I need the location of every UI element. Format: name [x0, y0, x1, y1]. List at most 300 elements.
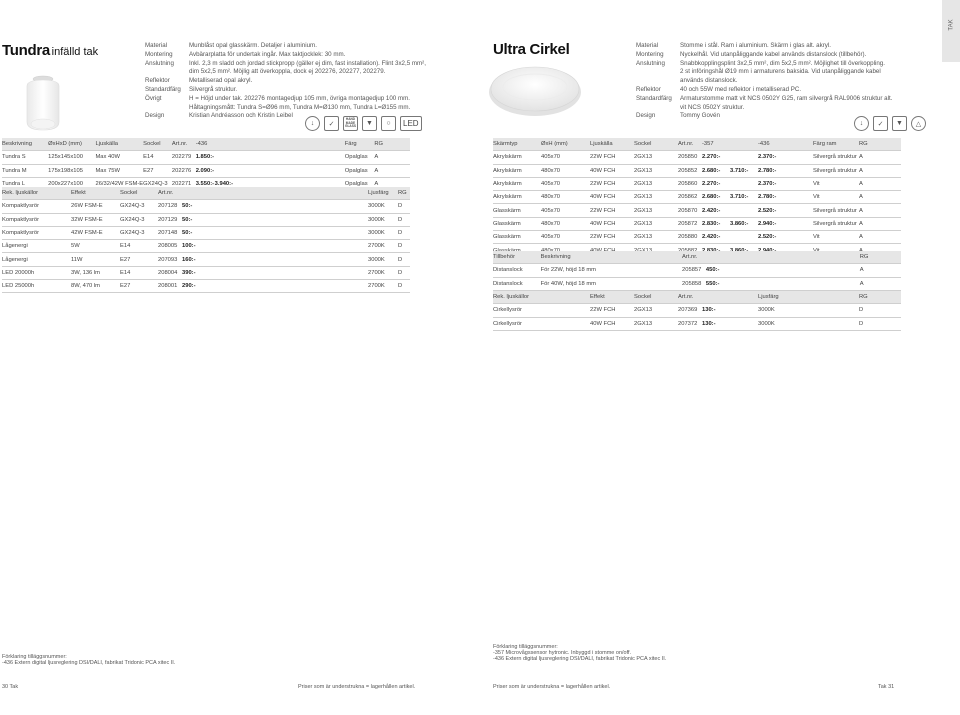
- table-cell: A: [860, 277, 901, 290]
- table-cell: 205872: [678, 217, 702, 230]
- table-cell: Akrylskärm: [493, 164, 541, 177]
- table-row: [493, 317, 901, 330]
- table-cell: 5W: [71, 240, 120, 253]
- spec-row: [145, 86, 445, 95]
- spec-value: Inkl. 2,3 m sladd och jordad stickpropp (gäller ej dim, fast installation). Flint 3x2,5 mm²,: [189, 59, 426, 67]
- spec-key: Montering: [636, 50, 664, 58]
- table-cell: Distanslock: [493, 277, 541, 290]
- table-cell: E27: [143, 164, 172, 177]
- table-cell: D: [398, 226, 410, 239]
- left-title: [2, 42, 98, 59]
- table-cell: A: [859, 231, 901, 244]
- table-row: [493, 191, 901, 204]
- spec-row: [636, 68, 906, 77]
- spec-key: Design: [145, 112, 165, 120]
- table-cell: Silvergrå struktur: [813, 217, 859, 230]
- table-cell: Opalglas: [345, 164, 375, 177]
- table-cell: 2GX13: [634, 191, 678, 204]
- table-header-row: [2, 138, 410, 151]
- table-cell: Silvergrå struktur: [813, 204, 859, 217]
- table-cell: 202271: [172, 177, 196, 190]
- spec-row: [636, 86, 906, 95]
- table-cell: Vit: [813, 191, 859, 204]
- spec-key: [636, 68, 680, 77]
- spec-value: Avbärarplatta för undertak ingår. Max taktjocklek: 30 mm.: [189, 50, 346, 58]
- product-title-ultra-cirkel: Ultra Cirkel: [493, 41, 570, 58]
- table-cell: Tundra L: [2, 177, 48, 190]
- table-cell: D: [398, 200, 410, 213]
- table-cell: Silvergrå struktur: [813, 164, 859, 177]
- table-header-cell: [706, 251, 734, 264]
- table-cell: [730, 231, 758, 244]
- tundra-product-table: [2, 138, 410, 191]
- table-cell: 3000K: [758, 317, 813, 330]
- table-cell: A: [374, 164, 410, 177]
- table-cell: Lågenergi: [2, 240, 71, 253]
- table-row: [493, 264, 901, 277]
- table-cell: A: [374, 177, 410, 190]
- right-icon-row: [854, 116, 926, 131]
- table-cell: Akrylskärm: [493, 191, 541, 204]
- table-cell: [761, 264, 815, 277]
- table-cell: Akrylskärm: [493, 151, 541, 164]
- table-cell: 405x70: [541, 177, 590, 190]
- table-cell: D: [859, 304, 901, 317]
- spec-value: vit NCS 0502Y struktur.: [680, 103, 745, 111]
- table-header-cell: Sockel: [634, 291, 678, 304]
- table-header-cell: [596, 251, 639, 264]
- spec-key: Standardfärg: [636, 94, 672, 102]
- table-header-cell: [182, 187, 368, 200]
- table-cell: [761, 277, 815, 290]
- table-cell: 2700K: [368, 280, 398, 293]
- table-cell: 100:-: [182, 240, 368, 253]
- spec-key: Reflektor: [636, 85, 661, 93]
- table-cell: 208001: [158, 280, 182, 293]
- table-cell: 205852: [678, 164, 702, 177]
- right-price-note: Priser som är understrukna = lagerhållen artikel.: [493, 684, 611, 690]
- table-row: [2, 213, 410, 226]
- table-header-row: [2, 187, 410, 200]
- table-cell: A: [859, 191, 901, 204]
- ip-icon: △: [911, 116, 926, 131]
- table-cell: LED 25000h: [2, 280, 71, 293]
- spec-value: H = Höjd under tak. 202276 montagedjup 105 mm, övriga montagedjup 100 mm.: [189, 94, 410, 102]
- table-cell: Glasskärm: [493, 231, 541, 244]
- ultra-cirkel-product-table: [493, 138, 901, 258]
- table-row: [493, 277, 901, 290]
- table-header-cell: RG: [860, 251, 901, 264]
- spec-row: [636, 104, 906, 113]
- footnote-text-357: -357 Microvågssensor hytronic. Inbyggd i stomme on/off.: [493, 650, 632, 656]
- table-cell: D: [398, 213, 410, 226]
- table-cell: 205862: [678, 191, 702, 204]
- table-cell: [813, 317, 859, 330]
- table-row: [2, 164, 410, 177]
- table-cell: 405x70: [541, 151, 590, 164]
- table-cell: [541, 304, 590, 317]
- table-cell: [639, 277, 682, 290]
- led-icon: LED: [400, 116, 422, 131]
- table-header-cell: Art.nr.: [158, 187, 182, 200]
- footnote-text: -436 Extern digital ljusreglering DSI/DALI, fabrikat Tridonic PCA xitec II.: [2, 660, 176, 666]
- table-cell: A: [859, 164, 901, 177]
- tundra-lamp-image: [18, 74, 68, 134]
- arrow-down-icon: ↓: [854, 116, 869, 131]
- table-row: [493, 177, 901, 190]
- table-cell: Opalglas: [345, 151, 375, 164]
- spec-key: Material: [636, 42, 659, 49]
- tundra-lightsource-table: [2, 187, 410, 293]
- table-cell: 2.270:-: [702, 151, 730, 164]
- table-header-cell: Sockel: [143, 138, 172, 151]
- table-header-cell: [761, 251, 815, 264]
- table-cell: Kompaktlysrör: [2, 226, 71, 239]
- table-cell: 202279: [172, 151, 196, 164]
- table-cell: 42W FSM-E: [71, 226, 120, 239]
- table-header-cell: RG: [374, 138, 410, 151]
- table-cell: 2.780:-: [758, 191, 813, 204]
- table-cell: E27: [120, 253, 158, 266]
- table-row: [493, 304, 901, 317]
- table-cell: LED 20000h: [2, 266, 71, 279]
- spec-row: [145, 95, 445, 104]
- table-cell: [813, 304, 859, 317]
- table-cell: 2GX13: [634, 317, 678, 330]
- table-cell: 32W FSM-E: [71, 213, 120, 226]
- table-cell: 205860: [678, 177, 702, 190]
- table-row: [2, 280, 410, 293]
- table-cell: [734, 264, 761, 277]
- spec-key: [636, 104, 680, 113]
- table-cell: A: [859, 151, 901, 164]
- table-cell: E14: [120, 240, 158, 253]
- table-cell: Cirkellysrör: [493, 317, 541, 330]
- table-header-cell: -357: [702, 138, 758, 151]
- table-row: [2, 266, 410, 279]
- table-header-cell: Beskrivning: [2, 138, 48, 151]
- table-cell: D: [398, 266, 410, 279]
- table-cell: 22W FCH: [590, 177, 634, 190]
- table-header-cell: [813, 291, 859, 304]
- table-header-cell: Ljusfärg: [758, 291, 813, 304]
- footnote-title: Förklaring tilläggsnummer:: [493, 644, 558, 650]
- spec-key: [145, 104, 189, 113]
- left-page-number: 30 Tak: [2, 684, 19, 690]
- table-cell: [734, 277, 761, 290]
- table-cell: A: [859, 177, 901, 190]
- table-cell: [541, 317, 590, 330]
- ultra-cirkel-lightsource-table: [493, 291, 901, 331]
- table-cell: D: [398, 240, 410, 253]
- table-cell: [730, 304, 758, 317]
- spec-row: [145, 104, 445, 113]
- table-cell: 290:-: [182, 280, 368, 293]
- table-cell: 205870: [678, 204, 702, 217]
- spec-row: [145, 77, 445, 86]
- lamp-icon: ▼: [892, 116, 907, 131]
- table-row: [493, 151, 901, 164]
- table-cell: 207093: [158, 253, 182, 266]
- table-cell: 50:-: [182, 200, 368, 213]
- table-header-cell: Ljuskälla: [95, 138, 143, 151]
- spec-row: [636, 77, 906, 86]
- table-cell: 390:-: [182, 266, 368, 279]
- table-cell: 26W FSM-E: [71, 200, 120, 213]
- table-cell: Tundra M: [2, 164, 48, 177]
- table-cell: GX24Q-3: [120, 226, 158, 239]
- table-row: [493, 231, 901, 244]
- table-cell: Max 75W: [95, 164, 143, 177]
- table-cell: 1.850:-: [196, 151, 215, 164]
- table-cell: Cirkellysrör: [493, 304, 541, 317]
- table-header-cell: RG: [398, 187, 410, 200]
- table-header-cell: Effekt: [71, 187, 120, 200]
- table-header-row: [493, 291, 901, 304]
- spec-row: [636, 51, 906, 60]
- spec-value: Håltagningsmått: Tundra S=Ø96 mm, Tundra M=Ø130 mm, Tundra L=Ø155 mm.: [189, 103, 411, 111]
- table-cell: 2.780:-: [758, 164, 813, 177]
- table-cell: 2.830:-: [702, 217, 730, 230]
- table-cell: 207129: [158, 213, 182, 226]
- table-cell: 22W FCH: [590, 204, 634, 217]
- left-footnote: [2, 654, 175, 666]
- spec-key: Standardfärg: [145, 85, 181, 93]
- table-cell: 2.680:-: [702, 164, 730, 177]
- table-header-cell: [639, 251, 682, 264]
- table-header-cell: [734, 251, 761, 264]
- table-cell: 160:-: [182, 253, 368, 266]
- table-cell: Lågenergi: [2, 253, 71, 266]
- table-header-cell: ØxHxD (mm): [48, 138, 95, 151]
- table-cell: GX24Q-3: [143, 177, 172, 190]
- table-cell: E27: [120, 280, 158, 293]
- table-cell: 3000K: [368, 200, 398, 213]
- table-cell: 2.680:-: [702, 191, 730, 204]
- table-header-row: [493, 138, 901, 151]
- table-cell: 2GX13: [634, 231, 678, 244]
- spec-row: [145, 51, 445, 60]
- table-cell: 40W FCH: [590, 317, 634, 330]
- table-cell: 3000K: [368, 213, 398, 226]
- section-tab-label: TAK: [948, 19, 955, 31]
- table-header-cell: Sockel: [634, 138, 678, 151]
- table-cell: 202276: [172, 164, 196, 177]
- table-header-cell: Art.nr.: [678, 138, 702, 151]
- spec-value: Armaturstomme matt vit NCS 0502Y G25, ram silvergrå RAL9006 struktur alt.: [680, 94, 893, 102]
- table-cell: GX24Q-3: [120, 213, 158, 226]
- spec-value: Munblåst opal glasskärm. Detaljer i aluminium.: [189, 42, 317, 49]
- table-cell: 2GX13: [634, 151, 678, 164]
- table-header-cell: Ljuskälla: [590, 138, 634, 151]
- spec-key: Material: [145, 42, 168, 49]
- hand-made-glass-icon: HAND MADE GLASS: [343, 116, 358, 131]
- table-cell: 550:-: [706, 277, 734, 290]
- table-cell: Glasskärm: [493, 204, 541, 217]
- table-cell: 205850: [678, 151, 702, 164]
- right-footnote: [493, 644, 666, 662]
- table-cell: 405x70: [541, 231, 590, 244]
- table-cell: 2.370:-: [758, 151, 813, 164]
- table-header-cell: [215, 138, 345, 151]
- table-cell: 200x227x100: [48, 177, 95, 190]
- table-cell: För 40W, höjd 18 mm: [541, 277, 596, 290]
- table-cell: 2GX13: [634, 177, 678, 190]
- table-row: [2, 253, 410, 266]
- spec-value: används distanslock.: [680, 77, 738, 85]
- table-cell: [815, 277, 860, 290]
- spec-row: [636, 42, 906, 51]
- table-cell: Max 40W: [95, 151, 143, 164]
- table-header-cell: -436: [196, 138, 215, 151]
- table-header-cell: [541, 291, 590, 304]
- spec-row: [636, 60, 906, 69]
- table-cell: 3.860:-: [730, 217, 758, 230]
- table-cell: 2GX13: [634, 164, 678, 177]
- table-cell: 50:-: [182, 213, 368, 226]
- table-cell: D: [398, 280, 410, 293]
- table-cell: 2.270:-: [702, 177, 730, 190]
- table-cell: 40W FCH: [590, 191, 634, 204]
- table-cell: 130:-: [702, 317, 730, 330]
- table-row: [493, 204, 901, 217]
- spec-row: [145, 68, 445, 77]
- table-cell: 130:-: [702, 304, 730, 317]
- table-cell: 480x70: [541, 191, 590, 204]
- table-header-cell: Tillbehör: [493, 251, 541, 264]
- spec-value: 40 och 55W med reflektor i metalliserad PC.: [680, 85, 802, 93]
- table-header-cell: Rek. ljuskällor: [2, 187, 71, 200]
- table-cell: Distanslock: [493, 264, 541, 277]
- table-cell: 11W: [71, 253, 120, 266]
- table-cell: [596, 264, 639, 277]
- table-cell: 205857: [682, 264, 706, 277]
- table-cell: 2GX13: [634, 204, 678, 217]
- table-cell: 2.940:-: [758, 217, 813, 230]
- spec-value: Snabbkopplingsplint 3x2,5 mm², dim 5x2,5 mm². Möjlighet till överkoppling.: [680, 59, 885, 67]
- table-header-cell: [702, 291, 730, 304]
- table-cell: 40W FCH: [590, 217, 634, 230]
- spec-key: Montering: [145, 50, 173, 58]
- spec-value: dim 5x2,5 mm². Möjlig att överkoppla, dock ej 202276, 202277, 202279.: [189, 68, 386, 76]
- table-cell: 2700K: [368, 266, 398, 279]
- table-row: [2, 151, 410, 164]
- table-cell: 3W, 136 lm: [71, 266, 120, 279]
- table-cell: 3.940:-: [215, 177, 345, 190]
- table-cell: A: [860, 264, 901, 277]
- right-page-number: Tak 31: [878, 684, 895, 690]
- table-cell: [596, 277, 639, 290]
- table-cell: 2.420:-: [702, 204, 730, 217]
- footnote-title: Förklaring tilläggsnummer:: [2, 654, 67, 660]
- table-cell: Kompaktlysrör: [2, 200, 71, 213]
- left-icon-row: [305, 116, 422, 131]
- table-header-cell: Färg: [345, 138, 375, 151]
- table-cell: 450:-: [706, 264, 734, 277]
- table-cell: 22W FCH: [590, 304, 634, 317]
- table-cell: 2.370:-: [758, 177, 813, 190]
- spec-value: Tommy Govén: [680, 112, 720, 120]
- table-cell: 205858: [682, 277, 706, 290]
- table-cell: E14: [120, 266, 158, 279]
- table-cell: 50:-: [182, 226, 368, 239]
- table-cell: 3000K: [758, 304, 813, 317]
- table-cell: Kompaktlysrör: [2, 213, 71, 226]
- spec-key: [145, 68, 189, 77]
- table-cell: 2700K: [368, 240, 398, 253]
- table-cell: Silvergrå struktur: [813, 151, 859, 164]
- table-header-cell: -436: [758, 138, 813, 151]
- table-cell: 8W, 470 lm: [71, 280, 120, 293]
- table-cell: För 22W, höjd 18 mm: [541, 264, 596, 277]
- spec-value: Nyckelhål. Vid utanpåliggande kabel används distanslock (tillbehör).: [680, 50, 867, 58]
- table-cell: 207369: [678, 304, 702, 317]
- spec-value: Silvergrå struktur.: [189, 85, 238, 93]
- table-cell: 2.520:-: [758, 204, 813, 217]
- table-header-row: [493, 251, 901, 264]
- table-header-cell: [815, 251, 860, 264]
- table-row: [493, 164, 901, 177]
- table-cell: [215, 164, 345, 177]
- table-row: [2, 200, 410, 213]
- table-cell: 3000K: [368, 226, 398, 239]
- table-cell: 2GX13: [634, 217, 678, 230]
- table-cell: Tundra S: [2, 151, 48, 164]
- table-cell: 2.420:-: [702, 231, 730, 244]
- left-price-note: Priser som är understrukna = lagerhållen artikel.: [298, 684, 416, 690]
- table-cell: Vit: [813, 231, 859, 244]
- table-cell: [730, 317, 758, 330]
- right-spec-list: [636, 42, 906, 121]
- table-header-cell: Skärmtyp: [493, 138, 541, 151]
- spec-row: [145, 42, 445, 51]
- table-cell: [730, 204, 758, 217]
- ultra-cirkel-lamp-image: [487, 60, 583, 120]
- table-header-cell: Färg ram: [813, 138, 859, 151]
- spec-value: Metalliserad opal akryl.: [189, 77, 253, 85]
- spec-key: Reflektor: [145, 77, 170, 85]
- table-cell: 125x145x100: [48, 151, 95, 164]
- spec-value: Stomme i stål. Ram i aluminium. Skärm i glas alt. akryl.: [680, 42, 831, 49]
- table-cell: 208004: [158, 266, 182, 279]
- table-cell: E14: [143, 151, 172, 164]
- table-cell: 207128: [158, 200, 182, 213]
- lamp2-icon: ○: [381, 116, 396, 131]
- table-header-cell: Art.nr.: [682, 251, 706, 264]
- table-cell: [730, 177, 758, 190]
- table-cell: 175x198x105: [48, 164, 95, 177]
- table-cell: 207372: [678, 317, 702, 330]
- arrow-down-icon: ↓: [305, 116, 320, 131]
- table-cell: D: [398, 253, 410, 266]
- left-spec-list: [145, 42, 445, 121]
- table-cell: 208005: [158, 240, 182, 253]
- table-cell: [730, 151, 758, 164]
- spec-key: Övrigt: [145, 94, 162, 102]
- table-cell: 205880: [678, 231, 702, 244]
- table-cell: Akrylskärm: [493, 177, 541, 190]
- footnote-text-436: -436 Extern digital ljusreglering DSI/DALI, fabrikat Tridonic PCA xitec II.: [493, 656, 667, 662]
- ultra-cirkel-accessory-table: [493, 251, 901, 291]
- table-cell: 22W FCH: [590, 151, 634, 164]
- table-cell: [215, 151, 345, 164]
- table-header-cell: Rek. ljuskällor: [493, 291, 541, 304]
- table-cell: 26/32/42W FSM-E: [95, 177, 143, 190]
- table-header-cell: RG: [859, 138, 901, 151]
- table-cell: 3000K: [368, 253, 398, 266]
- table-cell: 405x70: [541, 204, 590, 217]
- table-cell: 480x70: [541, 217, 590, 230]
